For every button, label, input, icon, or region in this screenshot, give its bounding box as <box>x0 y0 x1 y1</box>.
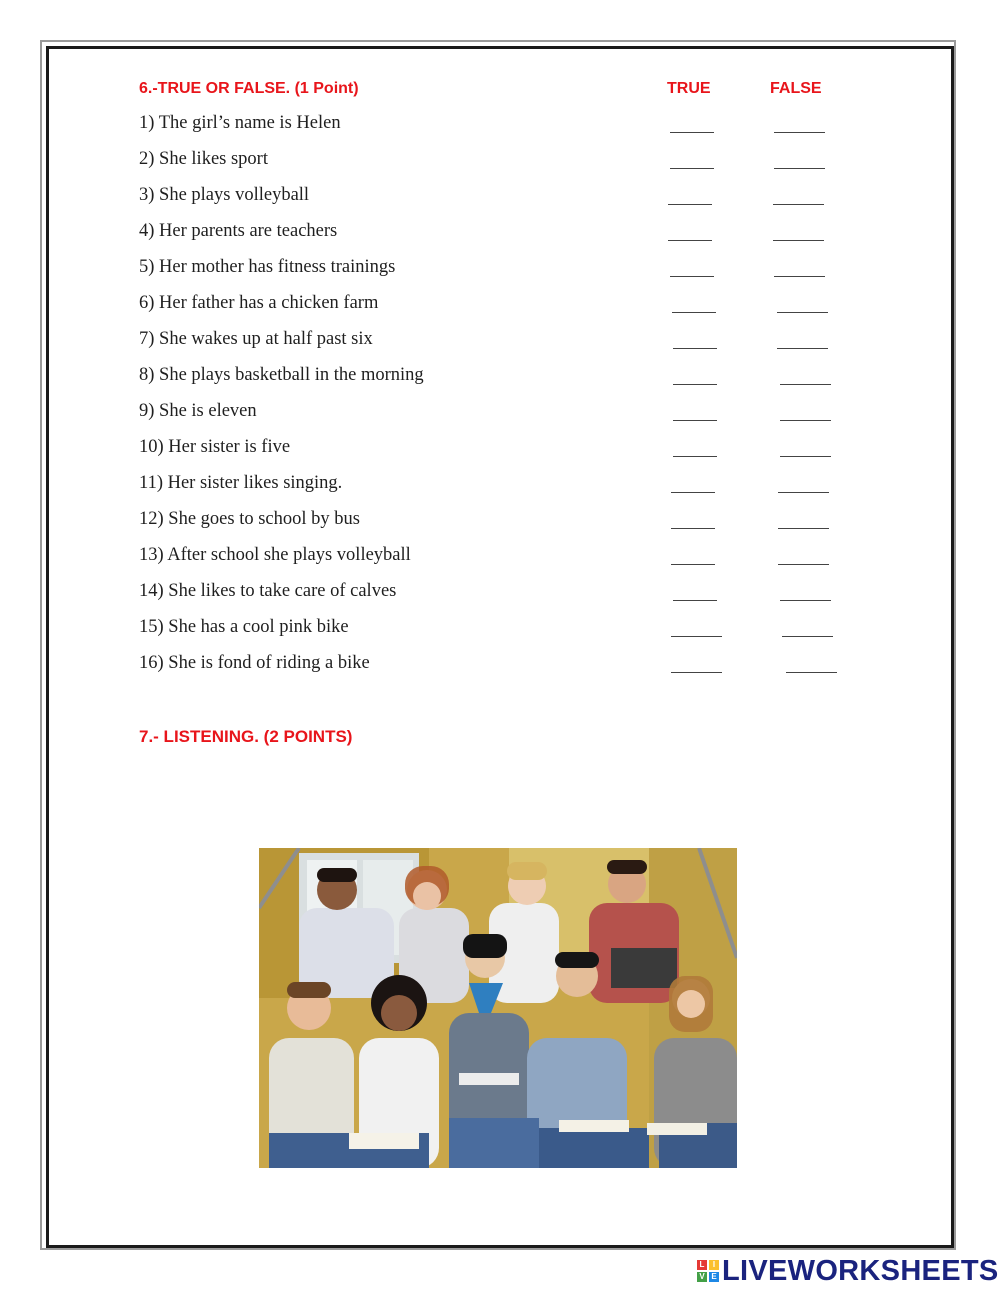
logo-blocks-icon <box>697 1260 719 1282</box>
true-answer-blank[interactable] <box>671 636 722 637</box>
true-answer-blank[interactable] <box>673 456 717 457</box>
false-answer-blank[interactable] <box>773 240 824 241</box>
statement-text: 12) She goes to school by bus <box>139 509 360 529</box>
true-answer-blank[interactable] <box>670 168 714 169</box>
false-answer-blank[interactable] <box>780 384 831 385</box>
true-answer-blank[interactable] <box>668 240 712 241</box>
false-answer-blank[interactable] <box>780 600 831 601</box>
true-answer-blank[interactable] <box>671 492 715 493</box>
statement-text: 7) She wakes up at half past six <box>139 329 373 349</box>
statement-text: 11) Her sister likes singing. <box>139 473 343 493</box>
true-answer-blank[interactable] <box>671 564 715 565</box>
logo-block: E <box>709 1272 719 1282</box>
false-answer-blank[interactable] <box>778 564 829 565</box>
false-answer-blank[interactable] <box>780 456 831 457</box>
false-answer-blank[interactable] <box>774 132 825 133</box>
true-answer-blank[interactable] <box>673 420 717 421</box>
section-6-title: 6.-TRUE OR FALSE. (1 Point) <box>139 80 359 97</box>
false-column-header: FALSE <box>770 80 822 97</box>
logo-text: LIVEWORKSHEETS <box>722 1254 999 1287</box>
false-answer-blank[interactable] <box>780 420 831 421</box>
statement-text: 16) She is fond of riding a bike <box>139 653 370 673</box>
statement-text: 9) She is eleven <box>139 401 257 421</box>
logo-block: I <box>709 1260 719 1270</box>
true-answer-blank[interactable] <box>671 672 722 673</box>
section-7-title: 7.- LISTENING. (2 POINTS) <box>139 727 353 746</box>
statement-text: 14) She likes to take care of calves <box>139 581 397 601</box>
false-answer-blank[interactable] <box>777 348 828 349</box>
statement-text: 10) Her sister is five <box>139 437 291 457</box>
true-column-header: TRUE <box>667 80 711 97</box>
false-answer-blank[interactable] <box>774 168 825 169</box>
false-answer-blank[interactable] <box>773 204 824 205</box>
liveworksheets-logo <box>697 1256 999 1286</box>
true-answer-blank[interactable] <box>670 276 714 277</box>
true-answer-blank[interactable] <box>668 204 712 205</box>
false-answer-blank[interactable] <box>786 672 837 673</box>
true-answer-blank[interactable] <box>673 600 717 601</box>
true-answer-blank[interactable] <box>673 348 717 349</box>
statement-text: 13) After school she plays volleyball <box>139 545 411 565</box>
statement-text: 3) She plays volleyball <box>139 185 310 205</box>
logo-block: V <box>697 1272 707 1282</box>
statement-text: 6) Her father has a chicken farm <box>139 293 379 313</box>
false-answer-blank[interactable] <box>777 312 828 313</box>
statement-text: 5) Her mother has fitness trainings <box>139 257 396 277</box>
photo-illustration <box>259 848 737 1168</box>
true-answer-blank[interactable] <box>673 384 717 385</box>
statement-text: 2) She likes sport <box>139 149 268 169</box>
true-answer-blank[interactable] <box>670 132 714 133</box>
logo-block: L <box>697 1260 707 1270</box>
students-group-photo <box>259 848 737 1168</box>
statement-text: 15) She has a cool pink bike <box>139 617 349 637</box>
false-answer-blank[interactable] <box>778 492 829 493</box>
false-answer-blank[interactable] <box>774 276 825 277</box>
statement-text: 4) Her parents are teachers <box>139 221 338 241</box>
true-answer-blank[interactable] <box>672 312 716 313</box>
false-answer-blank[interactable] <box>782 636 833 637</box>
statement-text: 1) The girl’s name is Helen <box>139 113 341 133</box>
true-answer-blank[interactable] <box>671 528 715 529</box>
false-answer-blank[interactable] <box>778 528 829 529</box>
statement-text: 8) She plays basketball in the morning <box>139 365 424 385</box>
